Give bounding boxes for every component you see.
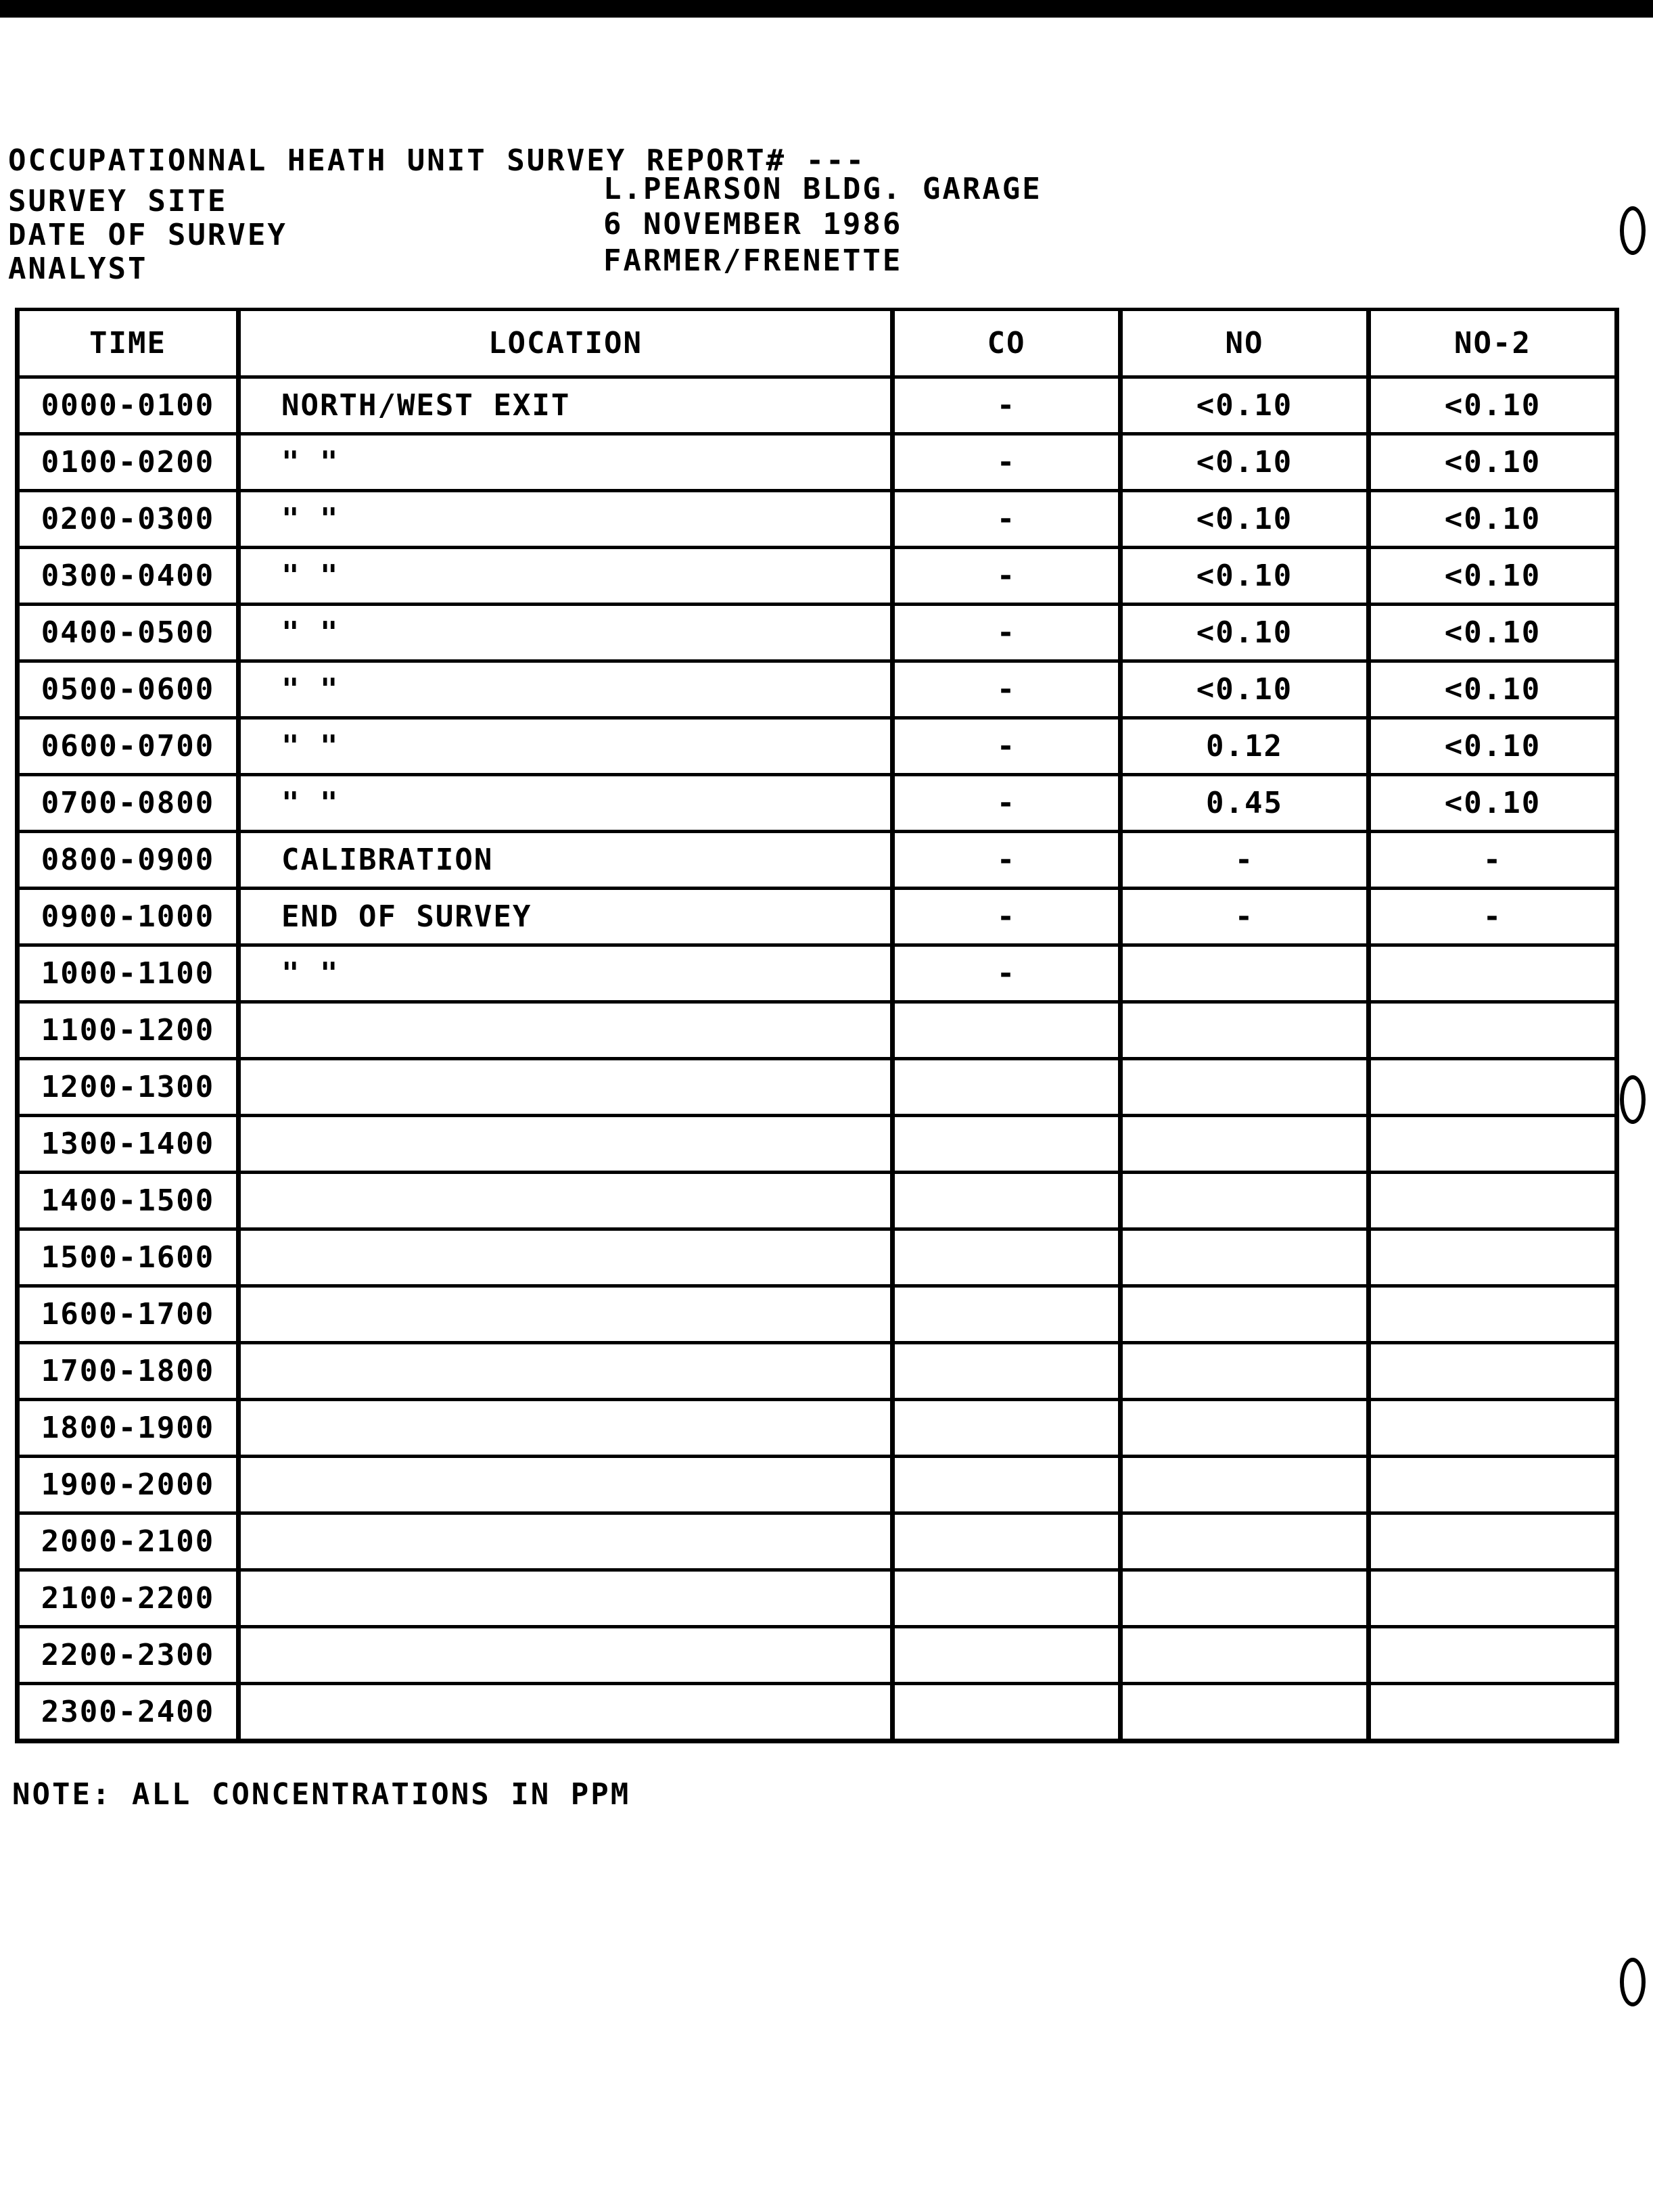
no-cell: 0.12	[1121, 718, 1369, 775]
time-cell: 2300-2400	[18, 1684, 239, 1741]
time-cell: 1600-1700	[18, 1286, 239, 1343]
co-cell: -	[893, 889, 1121, 945]
table-row	[18, 548, 1617, 605]
concentration-note: NOTE: ALL CONCENTRATIONS IN PPM	[12, 1777, 631, 1812]
no2-cell: <0.10	[1369, 548, 1617, 605]
time-cell: 2000-2100	[18, 1513, 239, 1570]
location-cell	[239, 1513, 893, 1570]
co-cell	[893, 1513, 1121, 1570]
location-cell: " "	[239, 548, 893, 605]
co-cell: -	[893, 718, 1121, 775]
survey-date-label: DATE OF SURVEY	[8, 218, 287, 252]
no2-cell: <0.10	[1369, 661, 1617, 718]
no2-cell: <0.10	[1369, 605, 1617, 661]
no-cell	[1121, 1116, 1369, 1173]
no-cell: -	[1121, 832, 1369, 889]
punch-hole-mark	[1620, 1958, 1646, 2006]
no-cell	[1121, 1173, 1369, 1229]
co-cell: -	[893, 434, 1121, 491]
table-row	[18, 718, 1617, 775]
no-cell	[1121, 1400, 1369, 1457]
no-cell	[1121, 1570, 1369, 1627]
co-cell: -	[893, 945, 1121, 1002]
co-cell: -	[893, 377, 1121, 434]
location-cell: " "	[239, 718, 893, 775]
location-cell	[239, 1002, 893, 1059]
table-row	[18, 434, 1617, 491]
table-row	[18, 1627, 1617, 1684]
table-row	[18, 1116, 1617, 1173]
table-row	[18, 945, 1617, 1002]
location-cell: " "	[239, 775, 893, 832]
column-header-time: TIME	[18, 310, 239, 377]
time-cell: 0900-1000	[18, 889, 239, 945]
table-row	[18, 1400, 1617, 1457]
no2-cell: -	[1369, 889, 1617, 945]
no2-cell	[1369, 1684, 1617, 1741]
table-row	[18, 377, 1617, 434]
analyst-value: FARMER/FRENETTE	[603, 243, 903, 278]
location-cell	[239, 1684, 893, 1741]
time-cell: 1000-1100	[18, 945, 239, 1002]
co-cell	[893, 1570, 1121, 1627]
co-cell	[893, 1116, 1121, 1173]
co-cell	[893, 1173, 1121, 1229]
table-row	[18, 775, 1617, 832]
survey-site-label: SURVEY SITE	[8, 184, 228, 218]
co-cell	[893, 1457, 1121, 1513]
co-cell: -	[893, 548, 1121, 605]
no-cell	[1121, 1457, 1369, 1513]
co-cell: -	[893, 775, 1121, 832]
column-header-no: NO	[1121, 310, 1369, 377]
no-cell	[1121, 1059, 1369, 1116]
no2-cell	[1369, 1173, 1617, 1229]
table-row	[18, 1684, 1617, 1741]
table-row	[18, 661, 1617, 718]
time-cell: 0000-0100	[18, 377, 239, 434]
time-cell: 1700-1800	[18, 1343, 239, 1400]
survey-site-value: L.PEARSON BLDG. GARAGE	[603, 172, 1042, 206]
no2-cell: <0.10	[1369, 377, 1617, 434]
no2-cell: <0.10	[1369, 491, 1617, 548]
table-row	[18, 605, 1617, 661]
co-cell	[893, 1400, 1121, 1457]
time-cell: 0200-0300	[18, 491, 239, 548]
no-cell: -	[1121, 889, 1369, 945]
table-row	[18, 1002, 1617, 1059]
co-cell: -	[893, 661, 1121, 718]
location-cell: " "	[239, 605, 893, 661]
table-row	[18, 491, 1617, 548]
location-cell	[239, 1570, 893, 1627]
table-row	[18, 832, 1617, 889]
time-cell: 2100-2200	[18, 1570, 239, 1627]
co-cell	[893, 1684, 1121, 1741]
no2-cell	[1369, 1513, 1617, 1570]
punch-hole-mark	[1620, 206, 1646, 255]
no2-cell: <0.10	[1369, 434, 1617, 491]
scan-top-edge	[0, 0, 1653, 18]
no2-cell	[1369, 1286, 1617, 1343]
no-cell: 0.45	[1121, 775, 1369, 832]
no2-cell	[1369, 1570, 1617, 1627]
analyst-label: ANALYST	[8, 252, 148, 286]
time-cell: 1400-1500	[18, 1173, 239, 1229]
location-cell: " "	[239, 491, 893, 548]
no2-cell	[1369, 1343, 1617, 1400]
time-cell: 0600-0700	[18, 718, 239, 775]
table-row	[18, 889, 1617, 945]
location-cell	[239, 1116, 893, 1173]
no-cell	[1121, 945, 1369, 1002]
location-cell: " "	[239, 661, 893, 718]
co-cell	[893, 1059, 1121, 1116]
table-row	[18, 1570, 1617, 1627]
location-cell	[239, 1627, 893, 1684]
location-cell: " "	[239, 434, 893, 491]
location-cell: CALIBRATION	[239, 832, 893, 889]
location-cell	[239, 1059, 893, 1116]
time-cell: 1500-1600	[18, 1229, 239, 1286]
time-cell: 0400-0500	[18, 605, 239, 661]
time-cell: 0500-0600	[18, 661, 239, 718]
no-cell: <0.10	[1121, 491, 1369, 548]
co-cell	[893, 1343, 1121, 1400]
no-cell	[1121, 1229, 1369, 1286]
no2-cell	[1369, 945, 1617, 1002]
table-row	[18, 1513, 1617, 1570]
no2-cell: <0.10	[1369, 775, 1617, 832]
location-cell: " "	[239, 945, 893, 1002]
co-cell: -	[893, 605, 1121, 661]
location-cell: END OF SURVEY	[239, 889, 893, 945]
punch-hole-mark	[1620, 1075, 1646, 1124]
no-cell: <0.10	[1121, 605, 1369, 661]
no2-cell	[1369, 1627, 1617, 1684]
co-cell: -	[893, 832, 1121, 889]
time-cell: 1100-1200	[18, 1002, 239, 1059]
table-row	[18, 1286, 1617, 1343]
no2-cell	[1369, 1059, 1617, 1116]
co-cell: -	[893, 491, 1121, 548]
survey-table	[15, 308, 1619, 1743]
column-header-location: LOCATION	[239, 310, 893, 377]
no2-cell	[1369, 1116, 1617, 1173]
table-row	[18, 1457, 1617, 1513]
co-cell	[893, 1229, 1121, 1286]
time-cell: 1800-1900	[18, 1400, 239, 1457]
no-cell	[1121, 1002, 1369, 1059]
no-cell: <0.10	[1121, 661, 1369, 718]
report-title: OCCUPATIONNAL HEATH UNIT SURVEY REPORT# ---	[8, 143, 866, 178]
table-row	[18, 1229, 1617, 1286]
no2-cell	[1369, 1457, 1617, 1513]
table-row	[18, 1343, 1617, 1400]
no-cell	[1121, 1286, 1369, 1343]
table-header-row	[18, 310, 1617, 377]
location-cell	[239, 1286, 893, 1343]
no2-cell	[1369, 1229, 1617, 1286]
co-cell	[893, 1627, 1121, 1684]
no-cell	[1121, 1513, 1369, 1570]
time-cell: 0800-0900	[18, 832, 239, 889]
location-cell: NORTH/WEST EXIT	[239, 377, 893, 434]
time-cell: 0100-0200	[18, 434, 239, 491]
no-cell: <0.10	[1121, 377, 1369, 434]
location-cell	[239, 1343, 893, 1400]
no2-cell: -	[1369, 832, 1617, 889]
table-row	[18, 1173, 1617, 1229]
no-cell	[1121, 1627, 1369, 1684]
co-cell	[893, 1002, 1121, 1059]
time-cell: 1200-1300	[18, 1059, 239, 1116]
column-header-no2: NO-2	[1369, 310, 1617, 377]
table-row	[18, 1059, 1617, 1116]
location-cell	[239, 1457, 893, 1513]
time-cell: 0700-0800	[18, 775, 239, 832]
location-cell	[239, 1229, 893, 1286]
time-cell: 2200-2300	[18, 1627, 239, 1684]
time-cell: 1900-2000	[18, 1457, 239, 1513]
no-cell	[1121, 1684, 1369, 1741]
no2-cell	[1369, 1400, 1617, 1457]
survey-date-value: 6 NOVEMBER 1986	[603, 207, 903, 241]
location-cell	[239, 1173, 893, 1229]
time-cell: 0300-0400	[18, 548, 239, 605]
location-cell	[239, 1400, 893, 1457]
no2-cell: <0.10	[1369, 718, 1617, 775]
no-cell: <0.10	[1121, 434, 1369, 491]
no2-cell	[1369, 1002, 1617, 1059]
no-cell: <0.10	[1121, 548, 1369, 605]
time-cell: 1300-1400	[18, 1116, 239, 1173]
no-cell	[1121, 1343, 1369, 1400]
co-cell	[893, 1286, 1121, 1343]
column-header-co: CO	[893, 310, 1121, 377]
